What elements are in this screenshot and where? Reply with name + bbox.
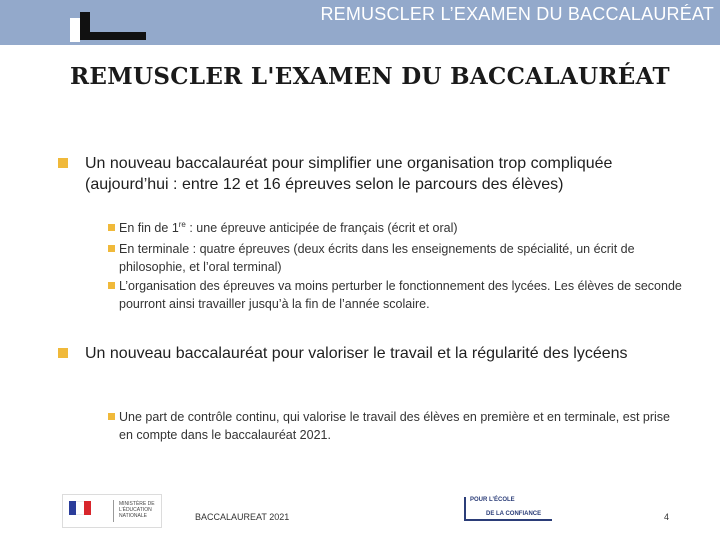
bullet-square-icon: [58, 158, 68, 168]
brand-logo-icon: [70, 10, 150, 42]
bullet-square-icon: [108, 413, 115, 420]
logo-line-1: POUR L’ÉCOLE: [470, 497, 515, 503]
sub-bullet-text: En terminale : quatre épreuves (deux écrits dans les enseignements de spécialité, un écrit de philosophie, et l’oral terminal): [119, 242, 635, 274]
sub-bullet-text: Une part de contrôle continu, qui valorise le travail des élèves en première et en terminale, est prise en compte dans le baccalauréat 2021.: [119, 410, 670, 442]
main-bullet-text: Un nouveau baccalauréat pour simplifier une organisation trop compliquée (aujourd’hui : entre 12 et 16 épreuves selon le parcours des élèves): [85, 155, 613, 193]
main-bullet-text: Un nouveau baccalauréat pour valoriser le travail et la régularité des lycéens: [85, 345, 628, 362]
header-banner: [0, 0, 720, 45]
logo-line-2: DE LA CONFIANCE: [486, 511, 542, 517]
footer-label: BACCALAUREAT 2021: [195, 512, 290, 522]
republique-logo: [62, 494, 162, 528]
bullet-square-icon: [58, 348, 68, 358]
page-number: 4: [664, 512, 670, 522]
sub-bullet-text: L’organisation des épreuves va moins perturber le fonctionnement des lycées. Les élèves de seconde pourront ainsi travailler jusqu’à la fin de l’année scolaire.: [119, 279, 682, 311]
bullet-square-icon: [108, 224, 115, 231]
slide-title: REMUSCLER L'EXAMEN DU BACCALAURÉAT: [70, 63, 670, 90]
superscript: re: [178, 219, 186, 229]
sub-bullet-text: En fin de 1: [119, 221, 179, 235]
sub-bullet-text: : une épreuve anticipée de français (écrit et oral): [185, 221, 458, 235]
bullet-square-icon: [108, 245, 115, 252]
bullet-square-icon: [108, 282, 115, 289]
ministry-text: MINISTÈRE DE L’ÉDUCATION NATIONALE: [119, 501, 155, 519]
banner-title: REMUSCLER L’EXAMEN DU BACCALAURÉAT: [320, 4, 714, 24]
french-flag-icon: [69, 501, 91, 515]
ecole-confiance-logo: [464, 497, 554, 527]
